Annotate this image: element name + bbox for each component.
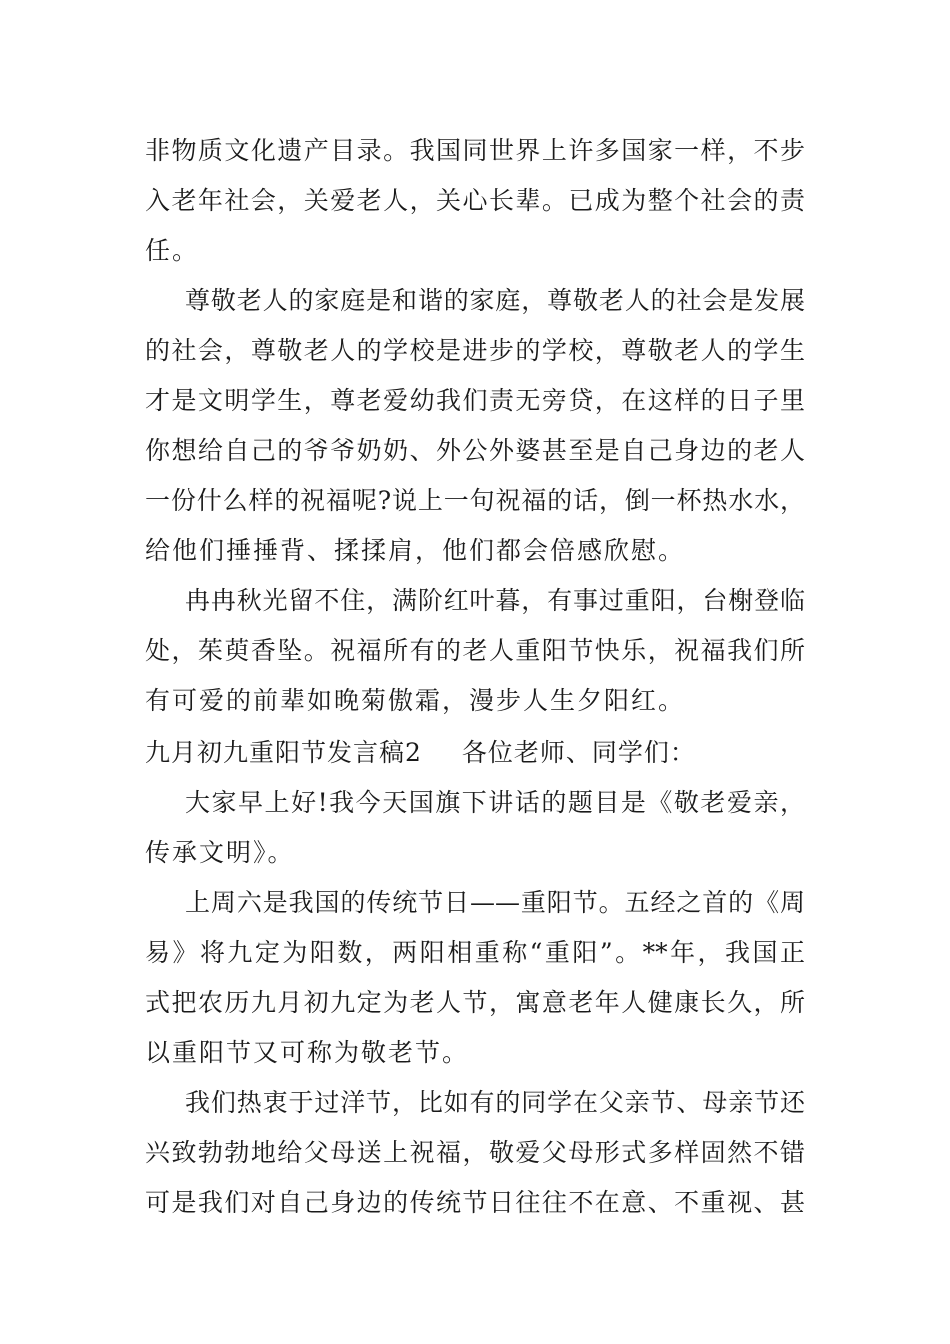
text-line: 处，茱萸香坠。祝福所有的老人重阳节快乐，祝福我们所 xyxy=(145,636,805,665)
text-line: 有可爱的前辈如晚菊傲霜，漫步人生夕阳红。 xyxy=(145,686,686,715)
text-line: 以重阳节又可称为敬老节。 xyxy=(145,1038,470,1067)
section-heading xyxy=(145,733,805,773)
text-line: 任。 xyxy=(145,236,200,265)
text-line: 给他们捶捶背、揉揉肩，他们都会倍感欣慰。 xyxy=(145,536,686,565)
text-line: 才是文明学生，尊老爱幼我们责无旁贷，在这样的日子里 xyxy=(145,386,805,415)
text-line: 一份什么样的祝福呢?说上一句祝福的话，倒一杯热水水， xyxy=(145,486,805,515)
text-line: 兴致勃勃地给父母送上祝福，敬爱父母形式多样固然不错 xyxy=(145,1138,805,1167)
text-line: 我们热衷于过洋节，比如有的同学在父亲节、母亲节还 xyxy=(185,1088,805,1117)
text-line: 尊敬老人的家庭是和谐的家庭，尊敬老人的社会是发展 xyxy=(185,286,805,315)
text-line: 易》将九定为阳数，两阳相重称“重阳”。**年，我国正 xyxy=(145,938,805,967)
text-line: 入老年社会，关爱老人，关心长辈。已成为整个社会的责 xyxy=(145,186,805,215)
heading-salutation: 各位老师、同学们： xyxy=(461,738,696,767)
text-line: 你想给自己的爷爷奶奶、外公外婆甚至是自己身边的老人 xyxy=(145,436,805,465)
text-line: 上周六是我国的传统节日——重阳节。五经之首的《周 xyxy=(185,888,805,917)
heading-title: 九月初九重阳节发言稿2 xyxy=(145,738,422,767)
text-line: 式把农历九月初九定为老人节，寓意老年人健康长久，所 xyxy=(145,988,805,1017)
text-line: 可是我们对自己身边的传统节日往往不在意、不重视、甚 xyxy=(145,1188,805,1217)
text-line: 冉冉秋光留不住，满阶红叶暮，有事过重阳，台榭登临 xyxy=(185,586,805,615)
text-line: 传承文明》。 xyxy=(145,838,295,867)
text-line: 的社会，尊敬老人的学校是进步的学校，尊敬老人的学生 xyxy=(145,336,805,365)
text-line: 大家早上好!我今天国旗下讲话的题目是《敬老爱亲， xyxy=(185,788,805,817)
text-line: 非物质文化遗产目录。我国同世界上许多国家一样，不步 xyxy=(145,136,805,165)
